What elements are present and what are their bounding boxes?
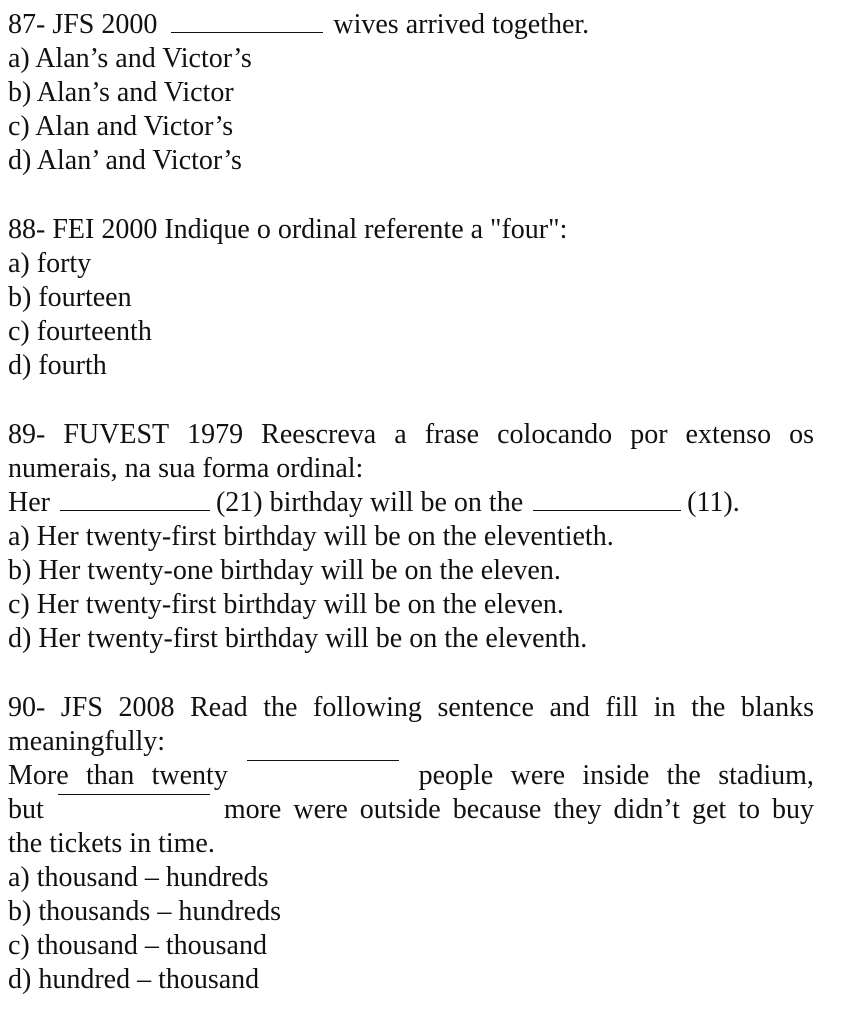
question-87-option-c: c) Alan and Victor’s: [8, 111, 234, 142]
question-90-stem-line-3: [8, 759, 814, 793]
answer-blank: [58, 793, 210, 795]
stem-word: buy: [771, 794, 814, 825]
question-87-option-a: a) Alan’s and Victor’s: [8, 43, 252, 74]
question-90: [8, 691, 814, 997]
stem-word: get: [691, 794, 727, 825]
stem-word: more: [223, 794, 282, 825]
stem-word: than: [86, 760, 135, 791]
question-90-stem-line-4: [8, 793, 814, 827]
stem-word: stadium,: [718, 760, 814, 791]
question-88-option-d: d) fourth: [8, 350, 107, 381]
stem-word: 90-: [8, 692, 46, 723]
question-87-stem-end: wives arrived together.: [333, 9, 590, 40]
sentence-part: (11).: [687, 487, 740, 518]
question-89-option-b: b) Her twenty-one birthday will be on the eleven.: [8, 555, 561, 586]
stem-word: More: [8, 760, 69, 791]
question-90-option-a: a) thousand – hundreds: [8, 862, 269, 893]
question-90-option-c: c) thousand – thousand: [8, 930, 267, 961]
stem-word: frase: [424, 419, 480, 450]
stem-word: 1979: [187, 419, 244, 450]
answer-blank: [171, 31, 323, 33]
stem-word: inside: [582, 760, 650, 791]
question-90-stem-line-5: the tickets in time.: [8, 828, 215, 859]
stem-word: but: [8, 794, 44, 825]
question-89-stem-line-1: [8, 418, 814, 452]
sentence-part: (21) birthday will be on the: [215, 487, 524, 518]
stem-word: Read: [190, 692, 248, 723]
question-88-option-b: b) fourteen: [8, 282, 132, 313]
answer-blank: [60, 509, 210, 511]
question-88-stem: 88- FEI 2000 Indique o ordinal referente a "four":: [8, 214, 568, 245]
question-89-option-c: c) Her twenty-first birthday will be on the eleven.: [8, 589, 564, 620]
stem-word: os: [789, 419, 814, 450]
stem-word: and: [549, 692, 590, 723]
question-89-option-a: a) Her twenty-first birthday will be on the eleventieth.: [8, 521, 614, 552]
question-87: [8, 8, 814, 178]
stem-word: Reescreva: [261, 419, 377, 450]
question-87-option-d: d) Alan’ and Victor’s: [8, 145, 242, 176]
stem-word: sentence: [437, 692, 534, 723]
stem-word: they: [553, 794, 602, 825]
question-89: [8, 418, 814, 656]
stem-word: because: [452, 794, 542, 825]
question-87-stem: [8, 8, 814, 42]
stem-word: in: [653, 692, 676, 723]
question-88-option-a: a) forty: [8, 248, 92, 279]
answer-blank: [247, 759, 399, 761]
stem-word: FUVEST: [63, 419, 170, 450]
stem-word: colocando: [497, 419, 613, 450]
stem-word: 2008: [118, 692, 175, 723]
worksheet-page: [8, 8, 814, 997]
question-89-sentence: [8, 486, 814, 520]
question-89-stem-line-2: numerais, na sua forma ordinal:: [8, 453, 364, 484]
stem-word: were: [510, 760, 566, 791]
stem-word: a: [394, 419, 407, 450]
stem-word: 89-: [8, 419, 46, 450]
question-90-option-d: d) hundred – thousand: [8, 964, 260, 995]
stem-word: the: [691, 692, 726, 723]
stem-word: fill: [605, 692, 639, 723]
stem-word: outside: [359, 794, 441, 825]
stem-word: JFS: [60, 692, 103, 723]
stem-word: por: [630, 419, 668, 450]
question-88: [8, 213, 814, 383]
stem-word: were: [293, 794, 348, 825]
stem-word: blanks: [740, 692, 814, 723]
question-90-option-b: b) thousands – hundreds: [8, 896, 281, 927]
question-90-stem-line-2: meaningfully:: [8, 726, 166, 757]
question-88-option-c: c) fourteenth: [8, 316, 152, 347]
stem-word: twenty: [151, 760, 228, 791]
stem-word: people: [418, 760, 494, 791]
stem-word: following: [313, 692, 422, 723]
stem-word: extenso: [685, 419, 772, 450]
question-90-stem-line-1: [8, 691, 814, 725]
question-87-stem-start: 87- JFS 2000: [8, 9, 158, 40]
answer-blank: [533, 509, 681, 511]
stem-word: the: [263, 692, 298, 723]
question-87-option-b: b) Alan’s and Victor: [8, 77, 234, 108]
stem-word: to: [738, 794, 760, 825]
stem-word: didn’t: [613, 794, 680, 825]
sentence-part: Her: [8, 487, 50, 518]
question-89-option-d: d) Her twenty-first birthday will be on the eleventh.: [8, 623, 588, 654]
stem-word: the: [666, 760, 701, 791]
